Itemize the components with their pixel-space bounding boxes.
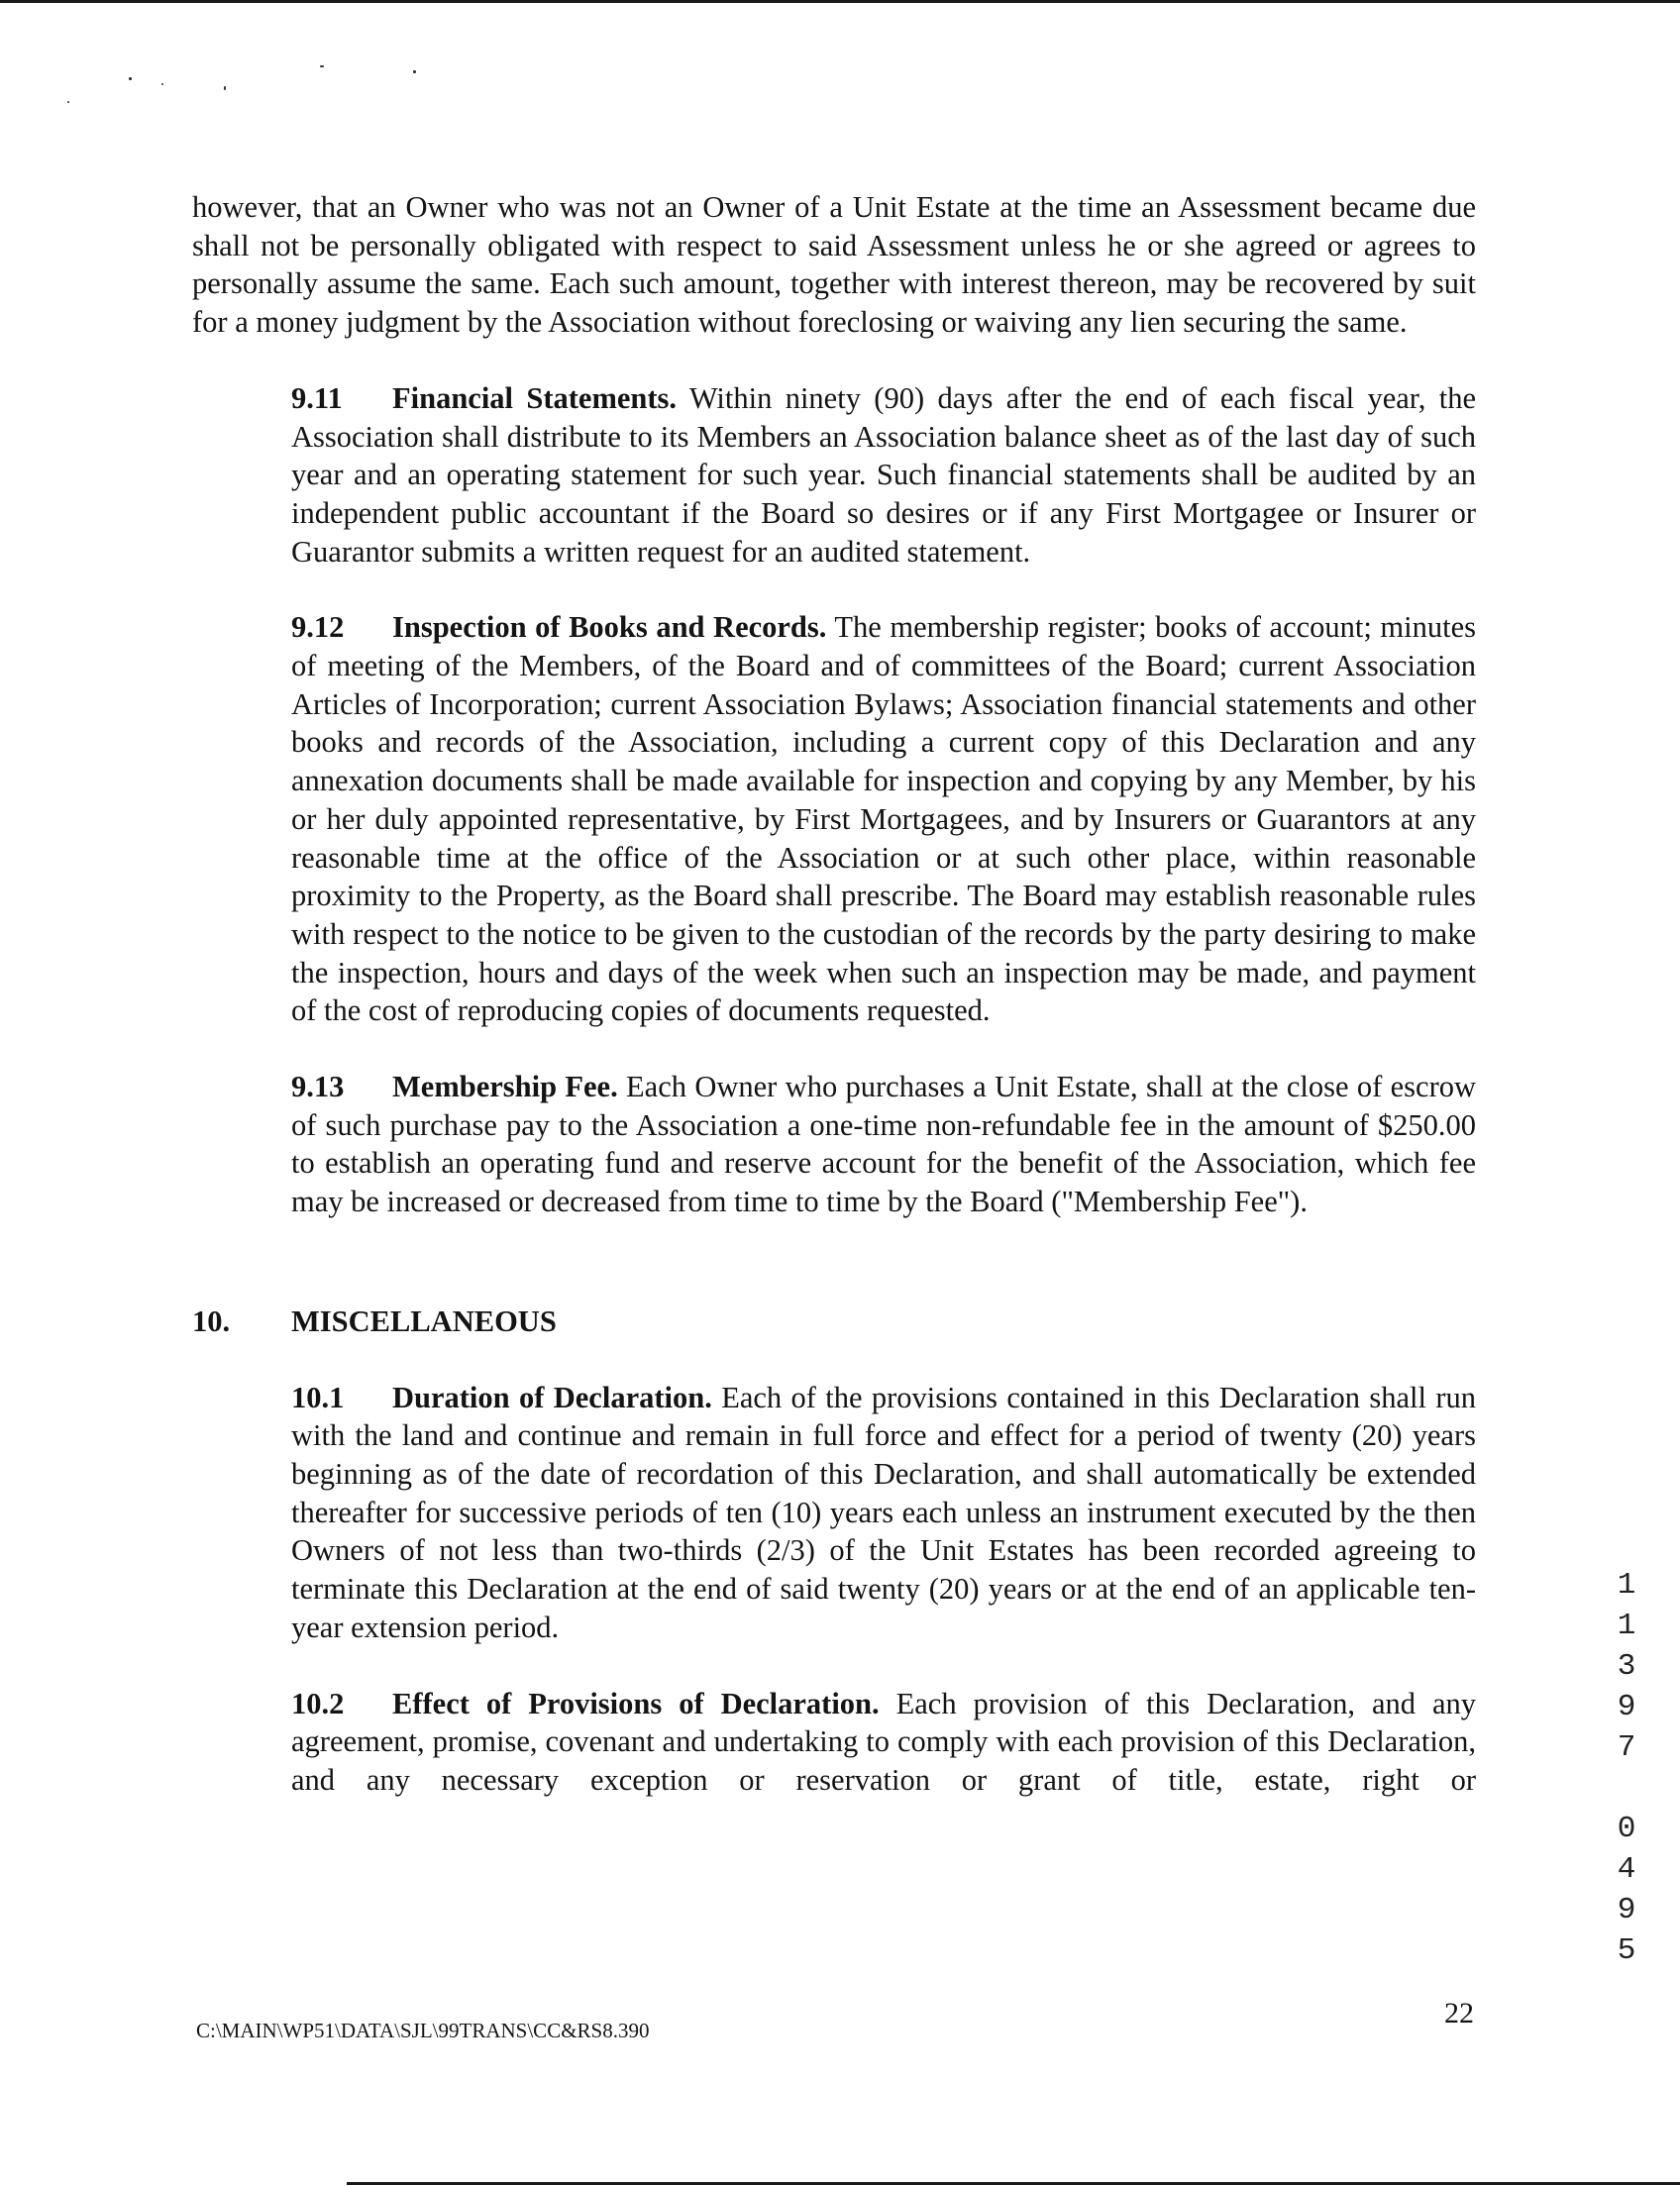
- section-text: Each of the provisions contained in this Declaration shall run with the land and continue and remain in full force and effect for a period of twenty (20) years beginning as of the date of recordation of this Declaration, and shall automatically be extended thereafter for successive periods of ten (10) years each unless an instrument executed by the then Owners of not less than two-thirds (2/3) of the Unit Estates has been recorded agreeing to terminate this Declaration at the end of said twenty (20) years or at the end of an applicable ten-year extension period.: [291, 1380, 1476, 1644]
- section-title: Duration of Declaration.: [392, 1380, 712, 1414]
- section-number: 9.11: [291, 380, 343, 415]
- article-heading: [192, 1302, 1476, 1341]
- section-text: Each Owner who purchases a Unit Estate, shall at the close of escrow of such purchase pay to the Association a one-time non-refundable fee in the amount of $250.00 to establish an operating fund and reserve account for the benefit of the Association, which fee may be increased or decreased from time to time by the Board ("Membership Fee").: [291, 1070, 1476, 1219]
- page-number: 22: [1444, 1997, 1474, 2030]
- section-number: 10.1: [291, 1380, 345, 1414]
- section-10-1: [192, 1379, 1476, 1647]
- recording-number-stamp: 1 1 3 9 7 0 4 9 5: [1617, 1568, 1636, 1968]
- section-title: Financial Statements.: [392, 380, 678, 415]
- footer-file-path: C:\MAIN\WP51\DATA\SJL\99TRANS\CC&RS8.390: [196, 2019, 650, 2042]
- section-number: 10.2: [291, 1686, 345, 1720]
- scan-speck: [161, 83, 163, 85]
- section-text: Within ninety (90) days after the end of each fiscal year, the Association shall distribute to its Members an Association balance sheet as of the last day of such year and an operating statement for such year. Such financial statements shall be audited by an independent public accountant if the Board so desires or if any First Mortgagee or Insurer or Guarantor submits a written request for an audited statement.: [291, 380, 1476, 569]
- section-10-2: [192, 1685, 1476, 1800]
- section-title: Inspection of Books and Records.: [392, 610, 827, 645]
- page-top-border: [0, 0, 1680, 3]
- scan-speck: [413, 70, 416, 73]
- section-9-11: [192, 379, 1476, 572]
- section-title: Membership Fee.: [392, 1070, 618, 1104]
- article-number: 10.: [192, 1303, 231, 1338]
- section-number: 9.13: [291, 1070, 345, 1104]
- scan-speck: [224, 86, 226, 90]
- document-body: [192, 188, 1476, 1800]
- scan-speck: [67, 101, 69, 103]
- section-text: The membership register; books of account; minutes of meeting of the Members, of the Board and of committees of the Board; current Association Articles of Incorporation; current Association Bylaws; Association financial statements and other books and records of the Association, including a current copy of this Declaration and any annexation documents shall be made available for inspection and copying by any Member, by his or her duly appointed representative, by First Mortgagees, and by Insurers or Guarantors at any reasonable time at the office of the Association or at such other place, within reasonable proximity to the Property, as the Board shall prescribe. The Board may establish reasonable rules with respect to the notice to be given to the custodian of the records by the party desiring to make the inspection, hours and days of the week when such an inspection may be made, and payment of the cost of reproducing copies of documents requested.: [291, 610, 1476, 1028]
- section-text: Each provision of this Declaration, and any agreement, promise, covenant and undertaking to comply with each provision of this Declaration, and any necessary exception or reservation or grant of title, estate, right or: [291, 1686, 1477, 1797]
- scan-speck: [320, 65, 324, 67]
- intro-paragraph: however, that an Owner who was not an Owner of a Unit Estate at the time an Assessment became due shall not be personally obligated with respect to said Assessment unless he or she agreed or agrees to personally assume the same. Each such amount, together with interest thereon, may be recovered by suit for a money judgment by the Association without foreclosing or waiving any lien securing the same.: [192, 190, 1476, 340]
- section-title: Effect of Provisions of Declaration.: [392, 1686, 880, 1720]
- section-9-13: [192, 1068, 1476, 1221]
- section-9-12: [192, 608, 1476, 1030]
- section-number: 9.12: [291, 610, 345, 645]
- page-bottom-border: [347, 2182, 1680, 2185]
- article-title: MISCELLANEOUS: [291, 1303, 557, 1338]
- scan-speck: [129, 77, 132, 80]
